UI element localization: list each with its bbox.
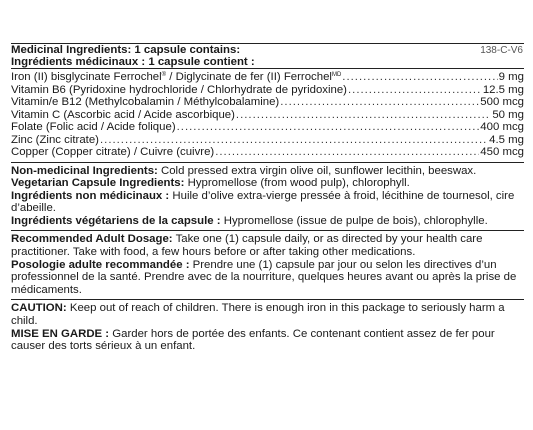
ingredient-row [11, 134, 524, 147]
capsule-ingredients-en: Vegetarian Capsule Ingredients: Hypromellose (from wood pulp), chlorophyll. [11, 177, 410, 190]
non-medicinal-en: Non-medicinal Ingredients: Cold pressed extra virgin olive oil, sunflower lecithin, beeswax. [11, 164, 477, 177]
ingredient-amount: 12.5 mg [482, 83, 524, 96]
ingredient-name: Copper (Copper citrate) / Cuivre (cuivre) [11, 146, 215, 158]
label-panel [11, 43, 524, 356]
non-medicinal-fr: Ingrédients non médicinaux : Huile d’olive extra-vierge pressée à froid, lécithine de tournesol, cire d’abeille. [11, 189, 515, 215]
ingredient-name: Zinc (Zinc citrate) [11, 133, 99, 146]
ingredient-name: Folate (Folic acid / Acide folique) [11, 121, 176, 133]
ingredient-name: Vitamin C (Ascorbic acid / Acide ascorbique) [11, 108, 235, 121]
ingredient-row [11, 121, 524, 134]
medicinal-heading-en: Medicinal Ingredients: 1 capsule contains: [11, 44, 241, 56]
capsule-ingredients-fr: Ingrédients végétariens de la capsule : Hypromellose (issue de pulpe de bois), chlorophylle. [11, 214, 488, 227]
registered-mark: ® [161, 72, 167, 78]
caution-label-en: CAUTION: [11, 302, 67, 315]
dosage-fr: Posologie adulte recommandée : Prendre une (1) capsule par jour ou selon les directives d’un professionnel de la santé. Prendre avec de la nourriture, quelques heures avant ou après la prise de médicaments. [11, 258, 517, 296]
caution-section [11, 300, 524, 355]
ingredient-row [11, 109, 524, 122]
caution-fr: MISE EN GARDE : Garder hors de portée des enfants. Ce contenant contient assez de fer pour causer des torts sérieux à un enfant. [11, 327, 495, 353]
non-medicinal-section [11, 163, 524, 231]
ingredient-row [11, 96, 524, 109]
dot-leader [215, 146, 479, 159]
dosage-label-en: Recommended Adult Dosage: [11, 233, 173, 246]
ingredient-name: Vitamin B6 (Pyridoxine hydrochloride / Chlorhydrate de pyridoxine) [11, 83, 347, 96]
ingredient-amount: 400 mcg [480, 121, 524, 133]
dot-leader [348, 84, 482, 97]
ingredient-row [11, 146, 524, 159]
ingredient-table [11, 71, 524, 159]
caution-en: CAUTION: Keep out of reach of children. There is enough iron in this package to seriously harm a child. [11, 302, 505, 328]
dot-leader [236, 109, 491, 122]
ingredient-amount: 500 mcg [480, 96, 524, 108]
non-medicinal-label-en: Non-medicinal Ingredients: [11, 164, 158, 177]
dot-leader [100, 134, 488, 147]
medicinal-heading-fr: Ingrédients médicinaux : 1 capsule contient : [11, 55, 255, 68]
dot-leader [280, 96, 479, 109]
dot-leader [342, 71, 497, 84]
dosage-section [11, 231, 524, 299]
dosage-label-fr: Posologie adulte recommandée : [11, 258, 190, 271]
ingredient-amount: 50 mg [492, 108, 524, 121]
lot-code: 138-C-V6 [480, 45, 523, 56]
dot-leader [177, 121, 480, 134]
capsule-label-en: Vegetarian Capsule Ingredients: [11, 177, 185, 190]
heading-rule [11, 68, 524, 69]
ingredient-amount: 9 mg [498, 71, 524, 83]
ingredient-name: Vitamin/e B12 (Methylcobalamin / Méthylcobalamine) [11, 96, 280, 108]
capsule-label-fr: Ingrédients végétariens de la capsule : [11, 214, 221, 227]
dosage-en: Recommended Adult Dosage: Take one (1) capsule daily, or as directed by your health care practitioner. Take with food, a few hours before or after taking other medications. [11, 233, 483, 259]
md-mark: MD [331, 72, 342, 78]
non-medicinal-label-fr: Ingrédients non médicinaux : [11, 189, 170, 202]
ingredient-name: Iron (II) bisglycinate Ferrochel® / Diglycinate de fer (II) Ferrochel$^{MD}$ [11, 71, 342, 83]
ingredient-row [11, 84, 524, 97]
ingredient-amount: 4.5 mg [489, 133, 524, 146]
caution-label-fr: MISE EN GARDE : [11, 327, 110, 340]
ingredient-row [11, 71, 524, 84]
medicinal-heading [11, 44, 524, 68]
ingredient-amount: 450 mcg [480, 146, 524, 158]
